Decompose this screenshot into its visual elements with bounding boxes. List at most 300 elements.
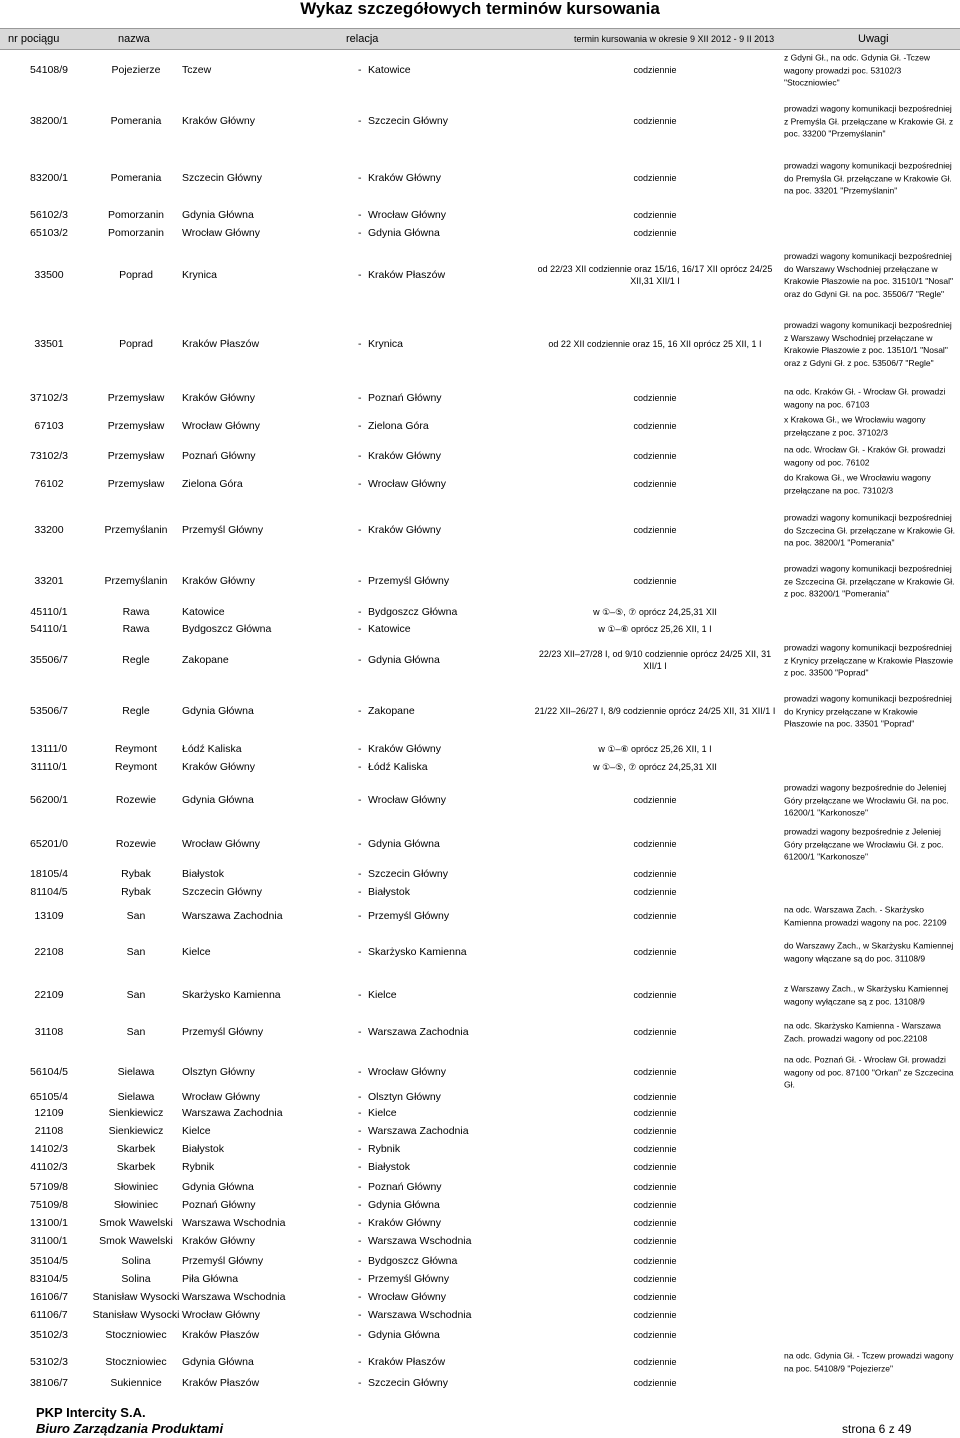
route-to: Szczecin Główny [368,868,448,880]
schedule-term: codziennie [633,1310,677,1320]
route-from: Przemyśl Główny [182,524,264,536]
train-name: Rawa [122,623,150,635]
table-row [0,308,960,380]
route-separator: - [358,524,362,536]
route-from: Krynica [182,269,218,281]
train-number: 16106/7 [30,1291,68,1303]
schedule-term: codziennie [633,1027,677,1037]
route-from: Zakopane [182,654,229,666]
route-separator: - [358,1255,362,1267]
route-to: Przemyśl Główny [368,1273,450,1285]
train-number: 81104/5 [30,886,68,898]
train-number: 12109 [34,1107,64,1119]
schedule-term: codziennie [633,576,677,586]
train-name: Reymont [114,743,157,755]
train-name: Rozewie [115,794,157,806]
remarks: prowadzi wagony bezpośrednie z Jeleniej Góry przełączane we Wrocławiu Gł. z poc. 61200/1 "Karkonosze" [784,826,944,862]
route-from: Kraków Główny [182,115,255,127]
route-separator: - [358,1356,362,1368]
schedule-term: codziennie [633,525,677,535]
route-from: Warszawa Zachodnia [182,910,283,922]
route-separator: - [358,1199,362,1211]
route-separator: - [358,989,362,1001]
table-row [0,1124,960,1138]
route-to: Łódź Kaliska [368,761,428,773]
train-name: Przemysław [107,450,165,462]
train-number: 53102/3 [30,1356,68,1368]
table-row [0,224,960,242]
train-name: Przemyślanin [104,575,168,587]
route-to: Wrocław Główny [368,794,446,806]
schedule-term: codziennie [633,1330,677,1340]
train-number: 38200/1 [30,115,68,127]
route-from: Gdynia Główna [182,209,254,221]
table-row [0,740,960,758]
remarks: na odc. Kraków Gł. - Wrocław Gł. prowadzi wagony na poc. 67103 [784,386,946,409]
table-row [0,686,960,736]
train-name: Stanisław Wysocki [92,1291,180,1303]
route-to: Szczecin Główny [368,115,448,127]
route-to: Wrocław Główny [368,478,446,490]
train-name: Rybak [121,886,151,898]
train-number: 31108 [34,1026,64,1038]
table-row [0,934,960,970]
train-number: 31110/1 [30,761,68,773]
schedule-term: codziennie [633,65,677,75]
route-to: Katowice [368,64,411,76]
route-from: Skarżysko Kamienna [182,989,281,1001]
table-row [0,636,960,684]
header-uwagi: Uwagi [858,33,889,45]
table-row [0,778,960,822]
train-number: 21108 [34,1125,64,1137]
route-from: Kraków Główny [182,575,255,587]
route-separator: - [358,794,362,806]
table-row [0,1272,960,1286]
table-row [0,1328,960,1342]
route-to: Kielce [368,1107,397,1119]
route-separator: - [358,1235,362,1247]
route-to: Poznań Główny [368,392,442,404]
train-number: 13111/0 [30,743,68,755]
route-from: Poznań Główny [182,450,256,462]
remarks: prowadzi wagony komunikacji bezpośredniej do Premyśla Gł. przełączane w Krakowie Gł. na poc. 33201 "Przemyślanin" [784,160,952,196]
train-name: Rozewie [115,838,157,850]
table-row [0,550,960,612]
route-to: Gdynia Główna [368,838,440,850]
route-from: Gdynia Główna [182,1181,254,1193]
train-name: San [126,1026,146,1038]
schedule-term: 22/23 XII–27/28 I, od 9/10 codziennie oprócz 24/25 XII, 31 XII/1 I [538,649,772,671]
train-number: 67103 [34,420,64,432]
page-number: strona 6 z 49 [842,1422,912,1436]
train-number: 18105/4 [30,868,68,880]
train-name: Skarbek [116,1143,156,1155]
route-separator: - [358,227,362,239]
train-number: 54110/1 [30,623,68,635]
train-name: Pomerania [110,115,162,127]
schedule-term: w ①–⑥ oprócz 25,26 XII, 1 I [598,744,712,754]
route-separator: - [358,1273,362,1285]
table-row [0,1052,960,1092]
route-from: Gdynia Główna [182,794,254,806]
table-row [0,1198,960,1212]
route-to: Warszawa Wschodnia [368,1235,472,1247]
train-number: 33501 [34,338,64,350]
schedule-term: codziennie [633,228,677,238]
train-number: 65201/0 [30,838,68,850]
route-to: Rybnik [368,1143,401,1155]
route-to: Wrocław Główny [368,1291,446,1303]
train-number: 13100/1 [30,1217,68,1229]
table-row [0,1376,960,1390]
train-name: Sielawa [117,1066,155,1078]
route-to: Katowice [368,623,411,635]
route-to: Kielce [368,989,397,1001]
train-name: Poprad [119,269,153,281]
remarks: z Gdyni Gł., na odc. Gdynia Gł. -Tczew wagony prowadzi poc. 53102/3 "Stoczniowiec" [784,52,930,88]
route-separator: - [358,1066,362,1078]
train-number: 33201 [34,575,64,587]
route-separator: - [358,269,362,281]
route-separator: - [358,575,362,587]
train-name: Rybak [121,868,151,880]
remarks: prowadzi wagony komunikacji bezpośredniej ze Szczecina Gł. przełączane w Krakowie Gł. z poc. 83200/1 "Pomerania" [784,563,955,599]
route-from: Poznań Główny [182,1199,256,1211]
table-row [0,1160,960,1174]
remarks: prowadzi wagony komunikacji bezpośredniej z Premyśla Gł. przełączane w Krakowie Gł. z poc. 33200 "Przemyślanin" [784,103,954,139]
table-row [0,604,960,620]
table-row [0,866,960,882]
train-number: 33200 [34,524,64,536]
table-row [0,1180,960,1194]
route-from: Katowice [182,606,225,618]
route-to: Gdynia Główna [368,1329,440,1341]
schedule-term: codziennie [633,1092,677,1102]
route-separator: - [358,64,362,76]
train-number: 75109/8 [30,1199,68,1211]
route-to: Olsztyn Główny [368,1091,441,1103]
schedule-term: codziennie [633,1182,677,1192]
route-from: Kraków Płaszów [182,1329,260,1341]
route-separator: - [358,1161,362,1173]
train-name: Przemyślanin [104,524,168,536]
route-separator: - [358,705,362,717]
route-from: Wrocław Główny [182,838,260,850]
route-from: Bydgoszcz Główna [182,623,272,635]
train-name: Sienkiewicz [108,1107,164,1119]
train-name: Słowiniec [113,1181,159,1193]
route-to: Bydgoszcz Główna [368,1255,458,1267]
train-name: Przemysław [107,392,165,404]
route-separator: - [358,338,362,350]
table-row [0,470,960,498]
table-row [0,206,960,224]
route-from: Zielona Góra [182,478,243,490]
route-to: Kraków Główny [368,450,441,462]
route-from: Kraków Główny [182,1235,255,1247]
train-name: Regle [122,705,150,717]
schedule-term: codziennie [633,1126,677,1136]
route-separator: - [358,450,362,462]
remarks: prowadzi wagony komunikacji bezpośredniej do Szczecina Gł. przełączane w Krakowie Gł. na poc. 38200/1 "Pomerania" [784,512,956,548]
table-row [0,976,960,1014]
schedule-term: codziennie [633,1218,677,1228]
route-to: Bydgoszcz Główna [368,606,458,618]
train-number: 22108 [34,946,64,958]
route-to: Warszawa Zachodnia [368,1125,469,1137]
schedule-term: codziennie [633,1108,677,1118]
route-from: Przemyśl Główny [182,1255,264,1267]
route-separator: - [358,946,362,958]
schedule-term: codziennie [633,795,677,805]
schedule-term: codziennie [633,1162,677,1172]
route-separator: - [358,654,362,666]
schedule-term: codziennie [633,173,677,183]
train-name: San [126,989,146,1001]
route-separator: - [358,886,362,898]
train-name: Smok Wawelski [99,1235,173,1247]
route-from: Szczecin Główny [182,172,262,184]
train-name: Sielawa [117,1091,155,1103]
table-row [0,758,960,776]
route-from: Gdynia Główna [182,705,254,717]
schedule-term: codziennie [633,451,677,461]
route-to: Kraków Główny [368,1217,441,1229]
route-from: Przemyśl Główny [182,1026,264,1038]
route-from: Wrocław Główny [182,1091,260,1103]
route-separator: - [358,478,362,490]
train-number: 14102/3 [30,1143,68,1155]
route-to: Zielona Góra [368,420,429,432]
train-name: Poprad [119,338,153,350]
route-from: Warszawa Wschodnia [182,1291,286,1303]
train-name: Pomorzanin [107,209,165,221]
schedule-term: w ①–⑤, ⑦ oprócz 24,25,31 XII [593,607,717,617]
schedule-term: w ①–⑥ oprócz 25,26 XII, 1 I [598,624,712,634]
route-from: Kraków Płaszów [182,1377,260,1389]
schedule-term: od 22 XII codziennie oraz 15, 16 XII oprócz 25 XII, 1 I [548,339,762,349]
train-name: Solina [121,1273,151,1285]
table-row [0,1142,960,1156]
table-row [0,92,960,150]
route-separator: - [358,1181,362,1193]
train-number: 33500 [34,269,64,281]
route-from: Kraków Płaszów [182,338,260,350]
route-separator: - [358,1107,362,1119]
table-row [0,244,960,306]
table-row [0,1106,960,1120]
route-separator: - [358,209,362,221]
route-to: Kraków Główny [368,524,441,536]
train-name: Przemysław [107,420,165,432]
footer-department: Biuro Zarządzania Produktami [36,1421,224,1436]
route-from: Białystok [182,868,225,880]
train-name: Sukiennice [110,1377,162,1389]
train-name: Sienkiewicz [108,1125,164,1137]
route-from: Warszawa Zachodnia [182,1107,283,1119]
route-from: Szczecin Główny [182,886,262,898]
schedule-term: 21/22 XII–26/27 I, 8/9 codziennie oprócz 24/25 XII, 31 XII/1 I [534,706,776,716]
route-separator: - [358,910,362,922]
route-from: Warszawa Wschodnia [182,1217,286,1229]
route-from: Kraków Główny [182,392,255,404]
header-relacja: relacja [346,33,379,45]
schedule-term: codziennie [633,839,677,849]
train-number: 56104/5 [30,1066,68,1078]
train-name: San [126,910,146,922]
route-separator: - [358,1329,362,1341]
schedule-term: codziennie [633,421,677,431]
route-from: Gdynia Główna [182,1356,254,1368]
route-to: Kraków Główny [368,743,441,755]
schedule-term: codziennie [633,1357,677,1367]
schedule-term: od 22/23 XII codziennie oraz 15/16, 16/17 XII oprócz 24/25 XII,31 XII/1 I [537,264,773,286]
train-number: 65103/2 [30,227,68,239]
table-row [0,150,960,206]
table-row [0,1234,960,1248]
schedule-term: codziennie [633,911,677,921]
train-number: 38106/7 [30,1377,68,1389]
route-to: Szczecin Główny [368,1377,448,1389]
schedule-term: codziennie [633,1067,677,1077]
route-to: Kraków Płaszów [368,269,446,281]
route-to: Krynica [368,338,404,350]
table-row [0,1344,960,1380]
train-name: Przemysław [107,478,165,490]
train-name: Solina [121,1255,151,1267]
schedule-term: codziennie [633,947,677,957]
route-to: Przemyśl Główny [368,910,450,922]
train-name: Pomerania [110,172,162,184]
schedule-term: codziennie [633,1236,677,1246]
route-to: Kraków Główny [368,172,441,184]
route-separator: - [358,1309,362,1321]
route-from: Piła Główna [182,1273,239,1285]
route-to: Gdynia Główna [368,227,440,239]
train-name: Skarbek [116,1161,156,1173]
page-title: Wykaz szczegółowych terminów kursowania [300,0,660,18]
route-to: Skarżysko Kamienna [368,946,467,958]
route-separator: - [358,1217,362,1229]
train-name: Stanisław Wysocki [92,1309,180,1321]
schedule-term: codziennie [633,393,677,403]
route-to: Przemyśl Główny [368,575,450,587]
table-header [0,28,960,50]
remarks: prowadzi wagony komunikacji bezpośredniej z Warszawy Wschodniej przełączane w Krakowie Płaszowie z poc. 13510/1 "Nosal" oraz z Gdyni Gł. z poc. 53506/7 "Regle" [784,320,952,368]
remarks: x Krakowa Gł., we Wrocławiu wagony przełączane z poc. 37102/3 [784,414,926,437]
route-to: Wrocław Główny [368,209,446,221]
route-from: Olsztyn Główny [182,1066,255,1078]
train-name: Pomorzanin [107,227,165,239]
table-row [0,1254,960,1268]
schedule-term: codziennie [633,1378,677,1388]
schedule-term: codziennie [633,1256,677,1266]
table-row [0,1090,960,1104]
table-row [0,1216,960,1230]
schedule-term: codziennie [633,1274,677,1284]
route-to: Wrocław Główny [368,1066,446,1078]
route-separator: - [358,115,362,127]
table-row [0,412,960,440]
table-row [0,1308,960,1322]
footer-company: PKP Intercity S.A. [36,1405,146,1420]
train-number: 35102/3 [30,1329,68,1341]
train-number: 53506/7 [30,705,68,717]
remarks: prowadzi wagony komunikacji bezpośredniej do Krynicy przełączane w Krakowie Płaszowie na poc. 33501 "Poprad" [784,693,952,729]
route-separator: - [358,1143,362,1155]
route-from: Łódź Kaliska [182,743,242,755]
table-row [0,384,960,412]
route-from: Białystok [182,1143,225,1155]
table-row [0,1012,960,1052]
train-name: Regle [122,654,150,666]
train-number: 35104/5 [30,1255,68,1267]
route-separator: - [358,606,362,618]
train-name: San [126,946,146,958]
train-number: 45110/1 [30,606,68,618]
remarks: z Warszawy Zach., w Skarżysku Kamiennej wagony wyłączane są z poc. 13108/9 [784,983,949,1006]
train-name: Stoczniowiec [105,1329,167,1341]
train-number: 22109 [34,989,64,1001]
train-name: Smok Wawelski [99,1217,173,1229]
table-row [0,1290,960,1304]
train-number: 73102/3 [30,450,68,462]
header-termin: termin kursowania w okresie 9 XII 2012 - 9 II 2013 [574,34,775,44]
route-to: Poznań Główny [368,1181,442,1193]
route-to: Warszawa Wschodnia [368,1309,472,1321]
route-separator: - [358,420,362,432]
remarks: prowadzi wagony komunikacji bezpośredniej do Warszawy Wschodniej przełączane w Krakowie Płaszowie na poc. 31510/1 "Nosal" oraz do Gdyni Gł. na poc. 35506/7 "Regle" [784,251,954,299]
remarks: do Krakowa Gł., we Wrocławiu wagony przełączane na poc. 73102/3 [784,472,931,495]
remarks: do Warszawy Zach., w Skarżysku Kamiennej wagony włączane są do poc. 31108/9 [784,940,954,963]
train-number: 35506/7 [30,654,68,666]
route-separator: - [358,868,362,880]
header-nazwa: nazwa [118,33,150,45]
remarks: prowadzi wagony komunikacji bezpośredniej z Krynicy przełączane w Krakowie Płaszowie z poc. 33500 "Poprad" [784,642,954,678]
route-to: Warszawa Zachodnia [368,1026,469,1038]
train-number: 13109 [34,910,64,922]
route-from: Kielce [182,946,211,958]
schedule-term: codziennie [633,1200,677,1210]
route-from: Tczew [182,64,212,76]
train-number: 57109/8 [30,1181,68,1193]
train-number: 61106/7 [30,1309,68,1321]
route-separator: - [358,1125,362,1137]
table-row [0,822,960,866]
schedule-term: w ①–⑤, ⑦ oprócz 24,25,31 XII [593,762,717,772]
table-row [0,621,960,637]
route-separator: - [358,761,362,773]
schedule-term: codziennie [633,990,677,1000]
remarks: prowadzi wagony bezpośrednie do Jeleniej Góry przełączane we Wrocławiu Gł. na poc. 16200/1 "Karkonosze" [784,782,949,818]
route-separator: - [358,1377,362,1389]
train-number: 31100/1 [30,1235,68,1247]
route-to: Białystok [368,886,411,898]
route-from: Kielce [182,1125,211,1137]
schedule-term: codziennie [633,116,677,126]
remarks: na odc. Wrocław Gł. - Kraków Gł. prowadzi wagony od poc. 76102 [784,444,946,467]
route-separator: - [358,1291,362,1303]
route-from: Kraków Główny [182,761,255,773]
route-to: Zakopane [368,705,415,717]
route-to: Białystok [368,1161,411,1173]
route-from: Wrocław Główny [182,420,260,432]
route-from: Wrocław Główny [182,227,260,239]
schedule-term: codziennie [633,887,677,897]
train-number: 65105/4 [30,1091,68,1103]
route-from: Rybnik [182,1161,215,1173]
